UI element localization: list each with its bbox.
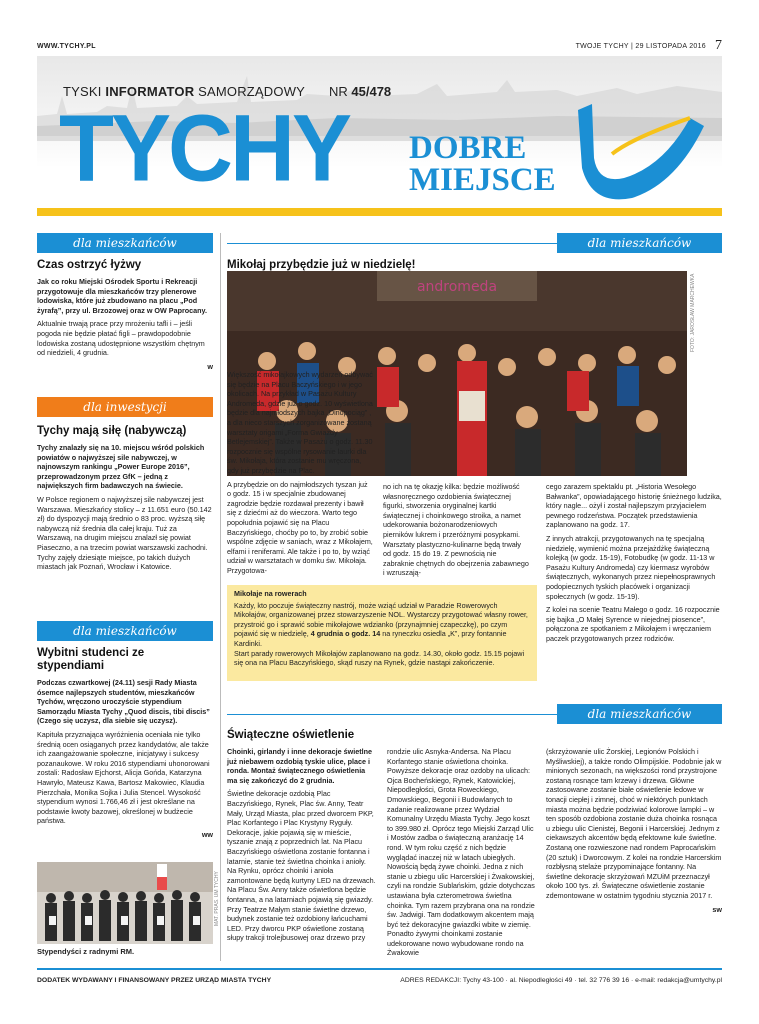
photo-sign-text: andromeda bbox=[416, 279, 498, 295]
masthead-title: TYCHY bbox=[59, 96, 350, 202]
photo-credit: FOTO: JAROSŁAW MARCHEWKA bbox=[690, 273, 696, 352]
site-url[interactable]: WWW.TYCHY.PL bbox=[37, 43, 96, 50]
article-body: (skrzyżowanie ulic Żorskiej, Legionów Polskich i Myśliwskiej), a także rondo Olimpijskie. Podobnie jak w minionych sezonach, na większości rond przystrojone zostaną rosnące tam krzewy i drzewa. Główne zastosowane zostanie białe oświetlenie ledowe w tonacji ciepłej i zimnej, choć w niektórych punktach miasta można będzie podziwiać kolorowe lampki – w ten sposób ozdobiona zostanie duża choinka rosnąca u zbiegu ulic Cienistej, Begonii i Harcerskiej. Jednym z ciekawszych akcentów będą efektowne kule świetlne. Zostaną one rozwieszone nad rondem Paprocańskim (20 sztuk) i Dworcowym. Z kolei na rondzie Harcerskim rozbłysną stelaże przypominające fontanny. Na świetlne dekoracje skrzyżowań MZUiM przeznaczył około 100 tys. zł. Świąteczne oświetlenie zostanie zdemontowane w ostatnim tygodniu stycznia 2017 r. bbox=[546, 747, 722, 900]
issue-number: NR 45/478 bbox=[329, 84, 392, 99]
issue-info: TWOJE TYCHY | 29 LISTOPADA 2016 bbox=[575, 43, 706, 50]
author-signature: w bbox=[207, 361, 213, 371]
article-lead: Podczas czwartkowej (24.11) sesji Rady Miasta ósemce najlepszych studentów, mieszkańców Tychów, wręczono uroczyście stypendium Samorządu Miasta Tychy „Quod discis, tibi discis” (Czego się uczysz, dla siebie się uczysz). bbox=[37, 678, 210, 726]
article-body: rondzie ulic Asnyka-Andersa. Na Placu Korfantego stanie oświetlona choinka. Powyższe dekoracje oraz ozdoby na ulicach: Ojca Bocheńskiego, Rynek, Katowickiej, Niepodległości, Grota Roweckiego, Dmowskiego, Begonii i Budowlanych to zadanie realizowane przez Wydział Komunalny Urzędu Miasta Tychy. Jego koszt to 399.980 zł. Oprócz tego Miejski Zarząd Ulic i Mostów zadba o świąteczną aranżację 14 rond. W tym roku część z nich będzie wyglądać inaczej niż w latach ubiegłych. Nowością będą żywe choinki. Jedna z nich stanie u zbiegu ulic Harcerskiej i Żwakowskiej, czyli na rondzie Sublańskim, gdzie dotychczas ustawiana była czterometrowa świetlna choinka. Tym razem przybrana ona na rondzie św. Jadwigi. Tam dodatkowym akcentem mają być też dekoracyjne gwiazdki wbite w ziemię. Ponadto żywymi choinkami zostanie udekorowane nowo wybudowane rondo na Żwakowie bbox=[387, 747, 535, 958]
footer bbox=[37, 968, 722, 986]
students-photo bbox=[37, 862, 213, 944]
photo-credit: MAT. PRAS. UM TYCHY bbox=[214, 871, 220, 926]
footer-address: ADRES REDAKCJI: Tychy 43-100 · al. Niepodległości 49 · tel. 32 776 39 16 · e-mail: redakcja@umtychy.pl bbox=[400, 977, 722, 984]
banner-inwestycji: dla inwestycji bbox=[37, 397, 213, 417]
article-lead: Tychy znalazły się na 10. miejscu wśród polskich powiatów o najwyższej sile nabywczej, w najnowszym rankingu „Power Europe 2016”, przeprowadzonym przez GfK – jedną z największych firm badawczych na świecie. bbox=[37, 443, 205, 491]
box-text: Każdy, kto poczuje świąteczny nastrój, może wziąć udział w Paradzie Rowerowych Mikołajów, organizowanej przez stowarzyszenie NOL. Wystarczy przygotować własny rower, przystroić go i sprawić sobie mikołajowe wdzianko (przynajmniej czapeczkę), po czym pojawić się w niedzielę, 4 grudnia o godz. 14 na ryneczku osiedla „K”, przy fontannie Kardinki. bbox=[234, 600, 528, 648]
box-title: Mikołaje na rowerach bbox=[234, 589, 307, 598]
article-body: Kapituła przyznająca wyróżnienia oceniała nie tylko średnią ocen osiąganych przez kandydatów, ale także ich zaangażowanie społeczne, inicjatywy i sukcesy pozanaukowe. W roku 2016 stypendiami uhonorowani zostali: Radosław Ejchorst, Alicja Gońda, Katarzyna Hawryło, Mateusz Kawa, Bartosz Makowiec, Klaudia Pierzchała, Monika Sojka i Julia Stencel. Wysokość stypendium wynosi 1.766,46 zł i jest określane na podstawie kwoty bazowej, określonej w budżecie państwa. bbox=[37, 729, 210, 826]
article-title: Mikołaj przybędzie już w niedzielę! bbox=[227, 259, 416, 271]
article-title: Tychy mają siłę (nabywczą) bbox=[37, 425, 187, 437]
banner-mieszkancow-2: dla mieszkańców bbox=[557, 233, 722, 253]
article-mikolaj-col-c bbox=[546, 482, 722, 648]
article-body: no ich na tę okazję kilka: będzie możliwość własnoręcznego ozdobienia świątecznej figurki, stworzenia oryginalnej kartki świątecznej i choinkowego stroika, a namet udekorowania bożonarodzeniowych pierników lukrem i przeróżnymi posypkami. Warsztaty plastyczno-kulinarne będą trwały od godz. 15 do 19. Z pewnością nie zabraknie chętnych do obejrzenia zabawnego i wzruszają- bbox=[383, 482, 529, 578]
article-mikolaj-col-b bbox=[383, 482, 529, 582]
article-body: W Polsce regionem o najwyższej sile nabywczej jest Warszawa. Mieszkańcy stolicy – z 11.651 euro (50.142 zł) do dyspozycji mają średnio o 83 proc. wyższą siłę nabywczą niż średnia dla całej kraju. Tuż za Warszawą, na drugim miejscu znalazł się powiat Piaseczno, a na trzecim powiat warszawski zachodni. Tychy zajęły dziesiąte miejsce, po takich dużych miastach jak Poznań, Wrocław i Katowice. bbox=[37, 494, 212, 572]
article-lead: Jak co roku Miejski Ośrodek Sportu i Rekreacji przygotowuje dla mieszkańców trzy plenerowe lodowiska, które już zbudowano na placu „Pod żyrafą”, przy ul. Brzozowej oraz w OW Paprocany. bbox=[37, 277, 208, 315]
banner-mieszkancow-3: dla mieszkańców bbox=[37, 621, 213, 641]
footer-publisher: DODATEK WYDAWANY I FINANSOWANY PRZEZ URZĄD MIASTA TYCHY bbox=[37, 977, 272, 984]
article-body: A przybędzie on do najmłodszych tyszan już o godz. 15 i w specjalnie zbudowanej zagrodzie będzie rozdawał prezenty i bawił się z dziećmi aż do wieczora. Warto tego popołudnia pojawić się na Placu Baczyńskiego, choćby po to, by zrobić sobie wspólne zdjęcie w saniach, wraz z Mikołajem, elfami i reniferami. Ale także i po to, by wziąć udział w warsztatach w domku św. Mikołaja. Przygotowa- bbox=[227, 479, 373, 575]
column-divider bbox=[220, 233, 221, 961]
article-title: Czas ostrzyć łyżwy bbox=[37, 259, 142, 271]
article-body: Z kolei na scenie Teatru Małego o godz. 16 rozpocznie się bajka „O Małej Syrence w niejednej piosence”, połączona ze spotkaniem z Mikołajem i wręczaniem paczek przygotowanych przez rodziców. bbox=[546, 605, 720, 643]
masthead bbox=[37, 56, 722, 216]
rule-line-2 bbox=[227, 714, 557, 715]
article-body: Z innych atrakcji, przygotowanych na tę specjalną niedzielę, wymienić można przejażdżkę świąteczną kolejką (w godz. 15-19), Fotobudkę (w godz. 11-13 w Pasażu Kultury Andromeda) czy kiermasz wyrobów świątecznych, wykonanych przez niepełnosprawnych podopiecznych tyskich placówek i organizacji społecznych (w godz. 15-19). bbox=[546, 533, 716, 601]
top-line bbox=[37, 40, 722, 54]
masthead-subtitle: TYSKI INFORMATOR SAMORZĄDOWY bbox=[63, 84, 306, 99]
photo-caption: Stypendyści z radnymi RM. bbox=[37, 947, 135, 956]
banner-mieszkancow-4: dla mieszkańców bbox=[557, 704, 722, 724]
article-mikolaj-col-a2 bbox=[227, 370, 373, 579]
info-box-rowery bbox=[227, 585, 537, 681]
article-body: Świetlne dekoracje ozdobią Plac Baczyńskiego, Rynek, Plac św. Anny, Teatr Mały, Urząd Miasta, plac przed dworcem PKP, Plac Korfantego i Plac Krystyny Ryguły. Dekoracje, jakie pojawią się w mieście, tyszanie znają z poprzednich lat. Na Placu Baczyńskiego oświetlona zostanie fontanna i latarnie, stanie też świetlna choinka i anioły. Na Rynku, oprócz choinki i anioła zamontowane będą kurtyny LED na drzewach. Na Placu Św. Anny także oświetlona będzie fontanna, a na latarniach pojawią się gwiazdy. Przy Teatrze Małym stanie świetlne drzewo, budynek zostanie też ozdobiony łańcuchami LED. Przy dworcu PKP oświetlone zostaną słupy trakcji trolejbusowej oraz drzewo przy bbox=[227, 789, 376, 943]
students-photo-graphic bbox=[37, 862, 213, 944]
page-number: 7 bbox=[715, 38, 722, 53]
article-title: Świąteczne oświetlenie bbox=[227, 729, 355, 741]
article-lead: Choinki, girlandy i inne dekoracje świetlne już niebawem ozdobią tyskie ulice, place i ronda. Montaż świątecznego oświetlenia ma się zakończyć do 2 grudnia. bbox=[227, 747, 372, 785]
article-lyzwy bbox=[37, 259, 213, 371]
article-title: Wybitni studenci ze stypendiami bbox=[37, 647, 145, 672]
banner-mieszkancow-1: dla mieszkańców bbox=[37, 233, 213, 253]
box-text: Start parady rowerowych Mikołajów zaplanowano na godz. 14.30, około godz. 15.15 pojawi się ona na Placu Baczyńskiego, skąd ruszy na Rynek, gdzie nastąpi zakończenie. bbox=[234, 648, 525, 668]
masthead-yellow-bar bbox=[37, 208, 722, 216]
article-oswietlenie-col-c bbox=[546, 747, 722, 914]
article-oswietlenie-title-wrap bbox=[227, 729, 722, 747]
author-signature: sw bbox=[712, 904, 722, 914]
author-signature: ww bbox=[201, 829, 213, 839]
rule-line-1 bbox=[227, 243, 557, 244]
v-logo-icon bbox=[572, 98, 712, 208]
article-oswietlenie-col-a bbox=[227, 747, 377, 947]
article-sila-nabywcza bbox=[37, 425, 213, 576]
tagline-dobre: DOBRE bbox=[409, 130, 527, 166]
article-body: Większość mikołajkowych wydarzeń odbywać się będzie na Placu Baczyńskiego i w jego okolicach. Na przykład w Pasażu Kultury Andromeda, gdzie już o godz. 10 wyświetlona będzie dla najmłodszych bajka „Dinopociąg” , a dla nieco starszych zorganizowane zostaną warsztaty origami „Forma Gwiazdy Betlejemskiej”. Także w Pasażu o godz. 11.30 rozpocznie się wspólne rysowanie laurki dla św. Mikołaja, która zostanie mu wręczona, gdy już przybędzie na Plac. bbox=[227, 370, 373, 475]
article-stypendia bbox=[37, 647, 213, 840]
article-body: cego zarazem spektaklu pt. „Historia Wesołego Bałwanka”, opowiadającego historię śnieżnego ludzika, który nagle... ożył i został najlepszym przyjacielem pewnego rodzeństwa. Początek przedstawienia zaplanowano na godz. 17. bbox=[546, 482, 722, 530]
article-oswietlenie-col-b bbox=[387, 747, 537, 962]
tagline-miejsce: MIEJSCE bbox=[409, 162, 556, 198]
article-body: Aktualnie trwają prace przy mrożeniu tafli i – jeśli pogoda nie będzie płatać figli – prawdopodobnie lodowiska zostaną udostępnione wszystkim chętnym od niedzieli, 4 grudnia. bbox=[37, 319, 205, 358]
